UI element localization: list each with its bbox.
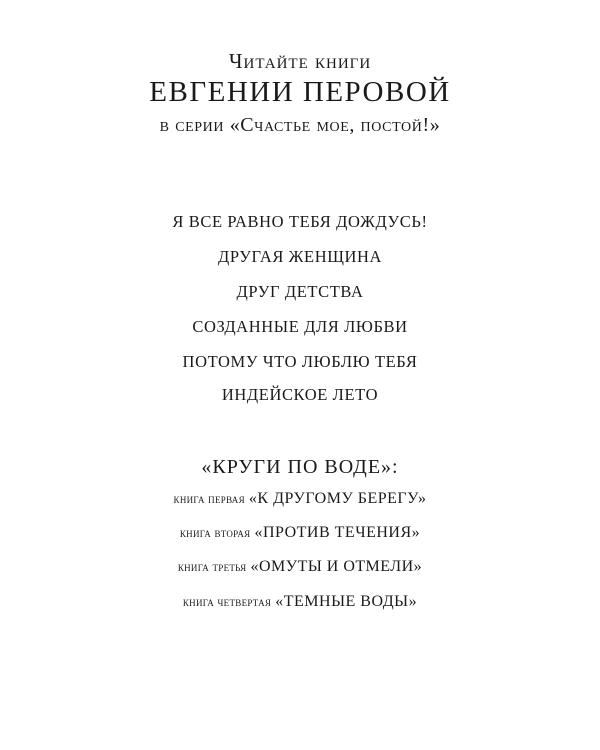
volume-title: «К ДРУГОМУ БЕРЕГУ»	[248, 490, 427, 507]
book-title-1: Я ВСЕ РАВНО ТЕБЯ ДОЖДУСЬ!	[172, 212, 428, 231]
cycle-volume-2	[0, 524, 600, 542]
volume-title: «ОМУТЫ И ОТМЕЛИ»	[250, 558, 423, 575]
volume-title: «ТЕМНЫЕ ВОДЫ»	[275, 593, 418, 610]
cycle-title: «КРУГИ ПО ВОДЕ»:	[201, 456, 399, 478]
volume-ordinal: книга первая	[173, 492, 245, 506]
book-title-3: ДРУГ ДЕТСТВА	[236, 282, 364, 301]
volume-title: «ПРОТИВ ТЕЧЕНИЯ»	[254, 524, 421, 541]
book-title-5: ПОТОМУ ЧТО ЛЮБЛЮ ТЕБЯ	[182, 352, 418, 371]
volume-ordinal: книга вторая	[179, 526, 251, 540]
series-heading: в серии «Счастье мое, постой!»	[159, 114, 441, 136]
book-title-2: ДРУГАЯ ЖЕНЩИНА	[217, 247, 383, 266]
author-name-heading: ЕВГЕНИИ ПЕРОВОЙ	[149, 76, 451, 108]
volume-ordinal: книга четвертая	[182, 595, 272, 609]
book-title-4: СОЗДАННЫЕ ДЛЯ ЛЮБВИ	[192, 317, 408, 336]
cycle-volume-4	[0, 593, 600, 611]
read-books-heading: Читайте книги	[228, 49, 372, 73]
book-title-6: ИНДЕЙСКОЕ ЛЕТО	[221, 385, 379, 404]
volume-ordinal: книга третья	[177, 560, 247, 574]
cycle-volume-1	[0, 490, 600, 508]
cycle-volume-3	[0, 558, 600, 576]
